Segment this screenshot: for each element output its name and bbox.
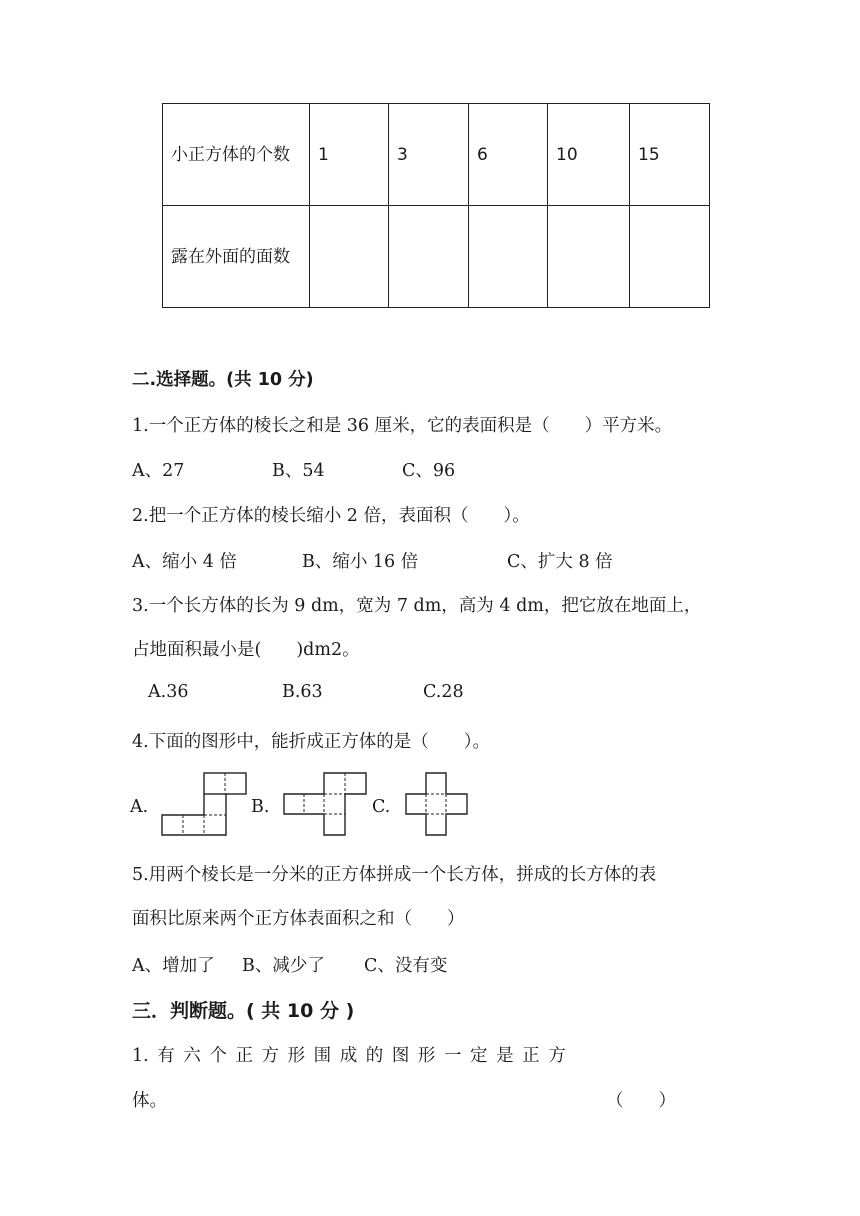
row-header-exposed-faces: 露在外面的面数 bbox=[163, 206, 310, 308]
question-3-text-line2: 占地面积最小是( )dm2。 bbox=[132, 640, 360, 660]
option-c[interactable]: C、96 bbox=[402, 461, 456, 481]
table-cell: 10 bbox=[548, 104, 630, 206]
table-row bbox=[163, 104, 710, 206]
question-5-text-line1: 5.用两个棱长是一分米的正方体拼成一个长方体，拼成的长方体的表 bbox=[132, 865, 657, 885]
table-cell: 6 bbox=[469, 104, 548, 206]
question-2-text: 2.把一个正方体的棱长缩小 2 倍，表面积（ ）。 bbox=[132, 506, 530, 526]
option-b[interactable]: B、54 bbox=[272, 461, 325, 481]
option-a[interactable]: A、缩小 4 倍 bbox=[132, 552, 237, 572]
table-cell: 15 bbox=[630, 104, 710, 206]
question-1-text: 1.一个正方体的棱长之和是 36 厘米，它的表面积是（ ）平方米。 bbox=[132, 416, 673, 436]
option-c[interactable]: C、没有变 bbox=[364, 956, 448, 976]
section-heading-judgment: 三．判断题。( 共 10 分 ) bbox=[132, 1000, 355, 1022]
answer-cell[interactable] bbox=[389, 206, 469, 308]
option-c[interactable]: C、扩大 8 倍 bbox=[507, 552, 613, 572]
section-heading-choice: 二.选择题。(共 10 分) bbox=[132, 370, 314, 390]
answer-cell[interactable] bbox=[630, 206, 710, 308]
cube-net-a-figure bbox=[160, 772, 250, 838]
option-a[interactable]: A、增加了 bbox=[132, 956, 215, 976]
table-row bbox=[163, 206, 710, 308]
row-header-cube-count: 小正方体的个数 bbox=[163, 104, 310, 206]
option-a[interactable]: A.36 bbox=[148, 682, 189, 702]
question-5-text-line2: 面积比原来两个正方体表面积之和（ ） bbox=[132, 909, 465, 929]
cube-net-b-figure bbox=[282, 772, 372, 838]
option-c[interactable]: C. bbox=[372, 797, 391, 817]
answer-cell[interactable] bbox=[469, 206, 548, 308]
option-b[interactable]: B、缩小 16 倍 bbox=[302, 552, 419, 572]
cube-count-table bbox=[162, 103, 710, 308]
judgment-1-text-line2: 体。 bbox=[132, 1091, 167, 1111]
table-cell: 1 bbox=[310, 104, 389, 206]
option-c[interactable]: C.28 bbox=[423, 682, 464, 702]
table-cell: 3 bbox=[389, 104, 469, 206]
option-a[interactable]: A. bbox=[130, 797, 149, 817]
answer-cell[interactable] bbox=[310, 206, 389, 308]
judgment-1-answer-bracket[interactable]: （ ） bbox=[606, 1091, 676, 1111]
question-4-text: 4.下面的图形中，能折成正方体的是（ ）。 bbox=[132, 732, 490, 752]
option-b[interactable]: B.63 bbox=[282, 682, 323, 702]
judgment-1-text-line1: 1. 有 六 个 正 方 形 围 成 的 图 形 一 定 是 正 方 bbox=[132, 1046, 566, 1066]
question-3-text-line1: 3.一个长方体的长为 9 dm，宽为 7 dm，高为 4 dm，把它放在地面上， bbox=[132, 596, 702, 616]
cube-net-c-figure bbox=[404, 772, 474, 838]
option-a[interactable]: A、27 bbox=[132, 461, 185, 481]
option-b[interactable]: B、减少了 bbox=[242, 956, 325, 976]
answer-cell[interactable] bbox=[548, 206, 630, 308]
option-b[interactable]: B. bbox=[251, 797, 270, 817]
